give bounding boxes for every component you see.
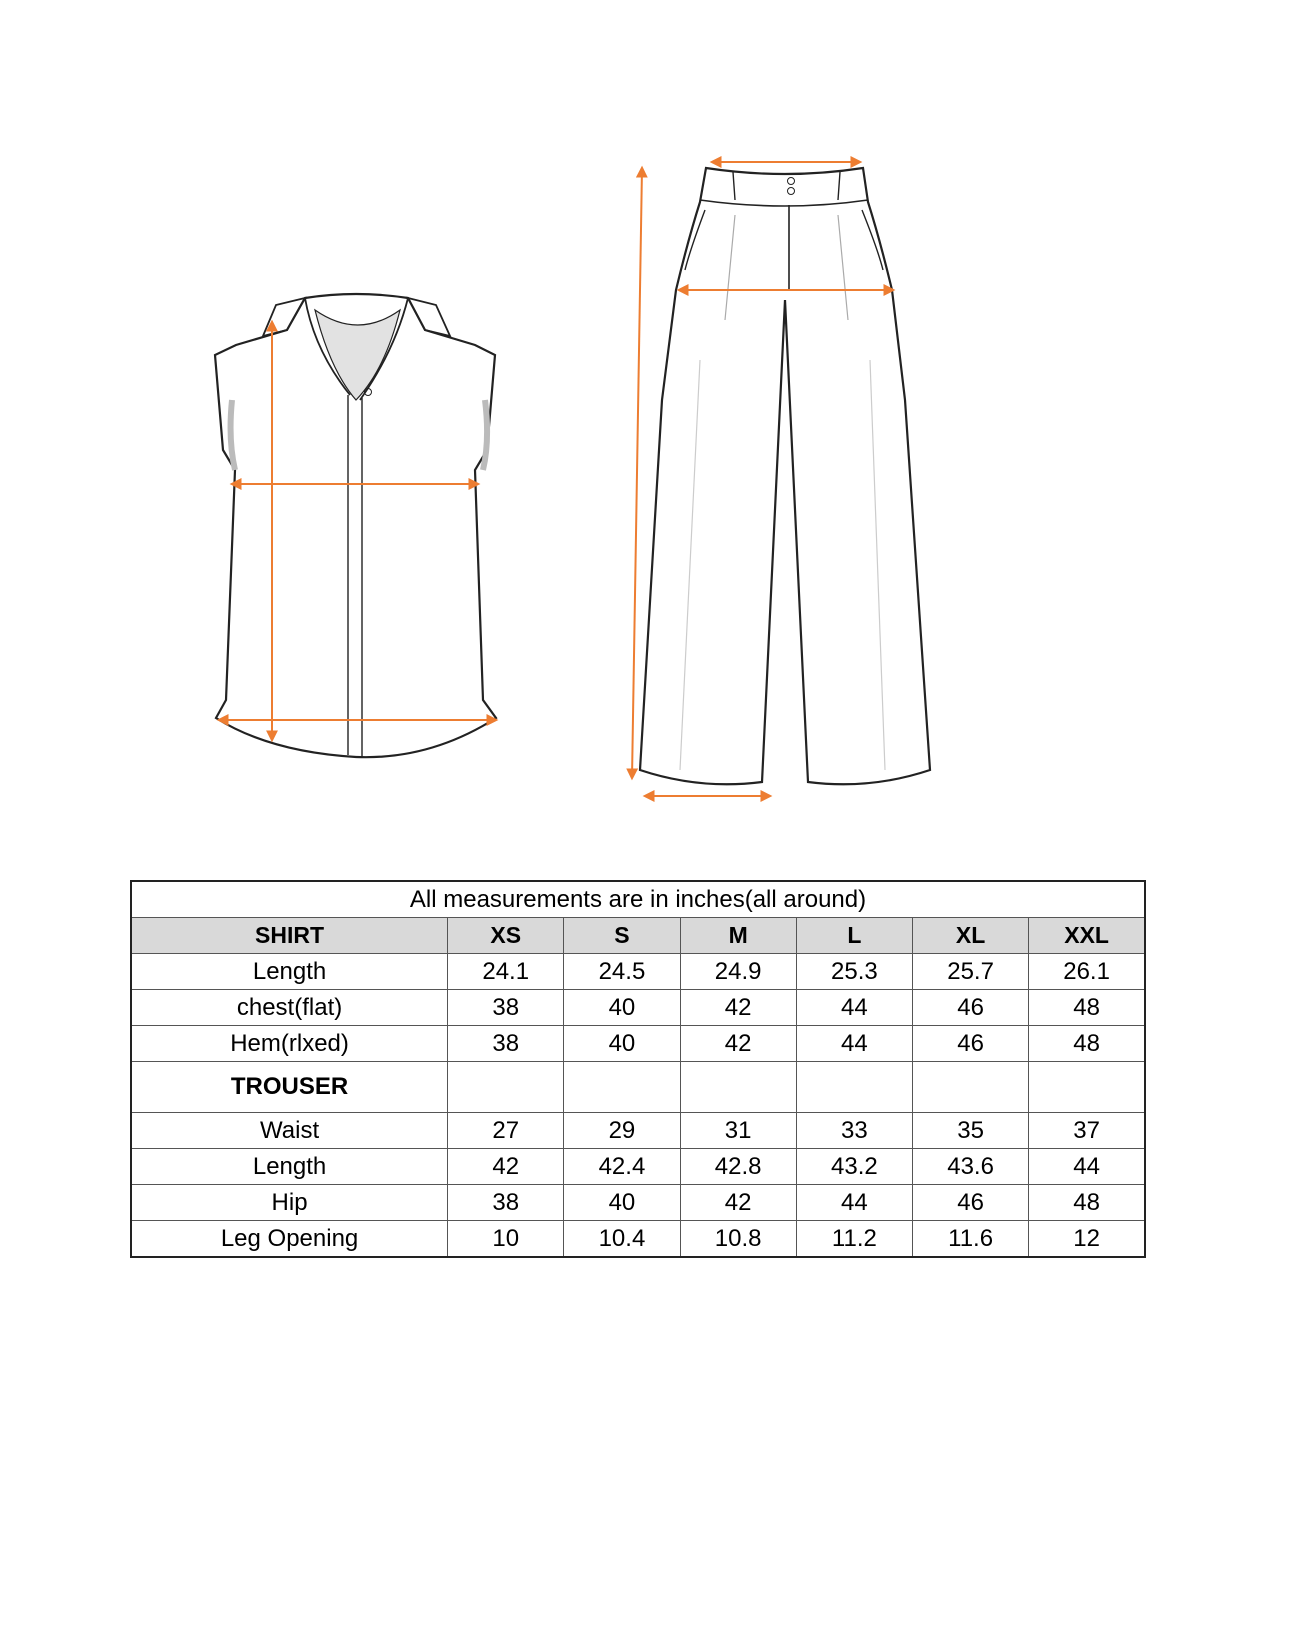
table-cell: 40	[564, 1185, 680, 1221]
table-row	[131, 1185, 1145, 1221]
row-label: Hip	[131, 1185, 448, 1221]
empty-cell	[680, 1062, 796, 1113]
row-label: Waist	[131, 1113, 448, 1149]
table-cell: 10.4	[564, 1221, 680, 1258]
table-caption: All measurements are in inches(all around)	[131, 881, 1145, 918]
row-label: Leg Opening	[131, 1221, 448, 1258]
row-label: Length	[131, 1149, 448, 1185]
table-cell: 37	[1029, 1113, 1145, 1149]
table-cell: 40	[564, 990, 680, 1026]
table-cell: 44	[796, 1026, 912, 1062]
table-cell: 25.3	[796, 954, 912, 990]
table-cell: 24.5	[564, 954, 680, 990]
table-cell: 42	[680, 990, 796, 1026]
table-cell: 48	[1029, 1185, 1145, 1221]
table-cell: 46	[912, 1026, 1028, 1062]
table-cell: 31	[680, 1113, 796, 1149]
header-size-l: L	[796, 918, 912, 954]
header-size-m: M	[680, 918, 796, 954]
table-cell: 27	[448, 1113, 564, 1149]
empty-cell	[448, 1062, 564, 1113]
table-cell: 10.8	[680, 1221, 796, 1258]
table-row	[131, 954, 1145, 990]
empty-cell	[912, 1062, 1028, 1113]
trouser-length-arrow	[632, 168, 642, 778]
table-cell: 29	[564, 1113, 680, 1149]
trouser-section-row	[131, 1062, 1145, 1113]
table-cell: 35	[912, 1113, 1028, 1149]
table-cell: 26.1	[1029, 954, 1145, 990]
header-row	[131, 918, 1145, 954]
table-row	[131, 1113, 1145, 1149]
table-cell: 42	[680, 1026, 796, 1062]
table-cell: 46	[912, 1185, 1028, 1221]
shirt-illustration	[215, 294, 496, 757]
table-cell: 43.6	[912, 1149, 1028, 1185]
header-size-xxl: XXL	[1029, 918, 1145, 954]
table-cell: 10	[448, 1221, 564, 1258]
table-cell: 48	[1029, 1026, 1145, 1062]
empty-cell	[1029, 1062, 1145, 1113]
trouser-section-label: TROUSER	[131, 1062, 448, 1113]
table-cell: 24.9	[680, 954, 796, 990]
table-cell: 12	[1029, 1221, 1145, 1258]
caption-row	[131, 881, 1145, 918]
row-label: chest(flat)	[131, 990, 448, 1026]
table-cell: 48	[1029, 990, 1145, 1026]
table-cell: 38	[448, 990, 564, 1026]
row-label: Hem(rlxed)	[131, 1026, 448, 1062]
table-cell: 42.4	[564, 1149, 680, 1185]
table-cell: 42	[680, 1185, 796, 1221]
table-row	[131, 1026, 1145, 1062]
table-row	[131, 1149, 1145, 1185]
table-cell: 24.1	[448, 954, 564, 990]
table-cell: 11.6	[912, 1221, 1028, 1258]
table-cell: 44	[796, 990, 912, 1026]
table-cell: 25.7	[912, 954, 1028, 990]
header-size-s: S	[564, 918, 680, 954]
table-cell: 11.2	[796, 1221, 912, 1258]
empty-cell	[564, 1062, 680, 1113]
table-cell: 44	[1029, 1149, 1145, 1185]
size-chart-table	[130, 880, 1146, 1258]
header-shirt-label: SHIRT	[131, 918, 448, 954]
table-cell: 42	[448, 1149, 564, 1185]
row-label: Length	[131, 954, 448, 990]
table-cell: 43.2	[796, 1149, 912, 1185]
table-cell: 46	[912, 990, 1028, 1026]
empty-cell	[796, 1062, 912, 1113]
table-cell: 40	[564, 1026, 680, 1062]
table-cell: 38	[448, 1026, 564, 1062]
table-row	[131, 1221, 1145, 1258]
trouser-illustration	[640, 168, 930, 784]
table-cell: 33	[796, 1113, 912, 1149]
header-size-xs: XS	[448, 918, 564, 954]
header-size-xl: XL	[912, 918, 1028, 954]
table-cell: 44	[796, 1185, 912, 1221]
table-row	[131, 990, 1145, 1026]
table-cell: 38	[448, 1185, 564, 1221]
table-cell: 42.8	[680, 1149, 796, 1185]
